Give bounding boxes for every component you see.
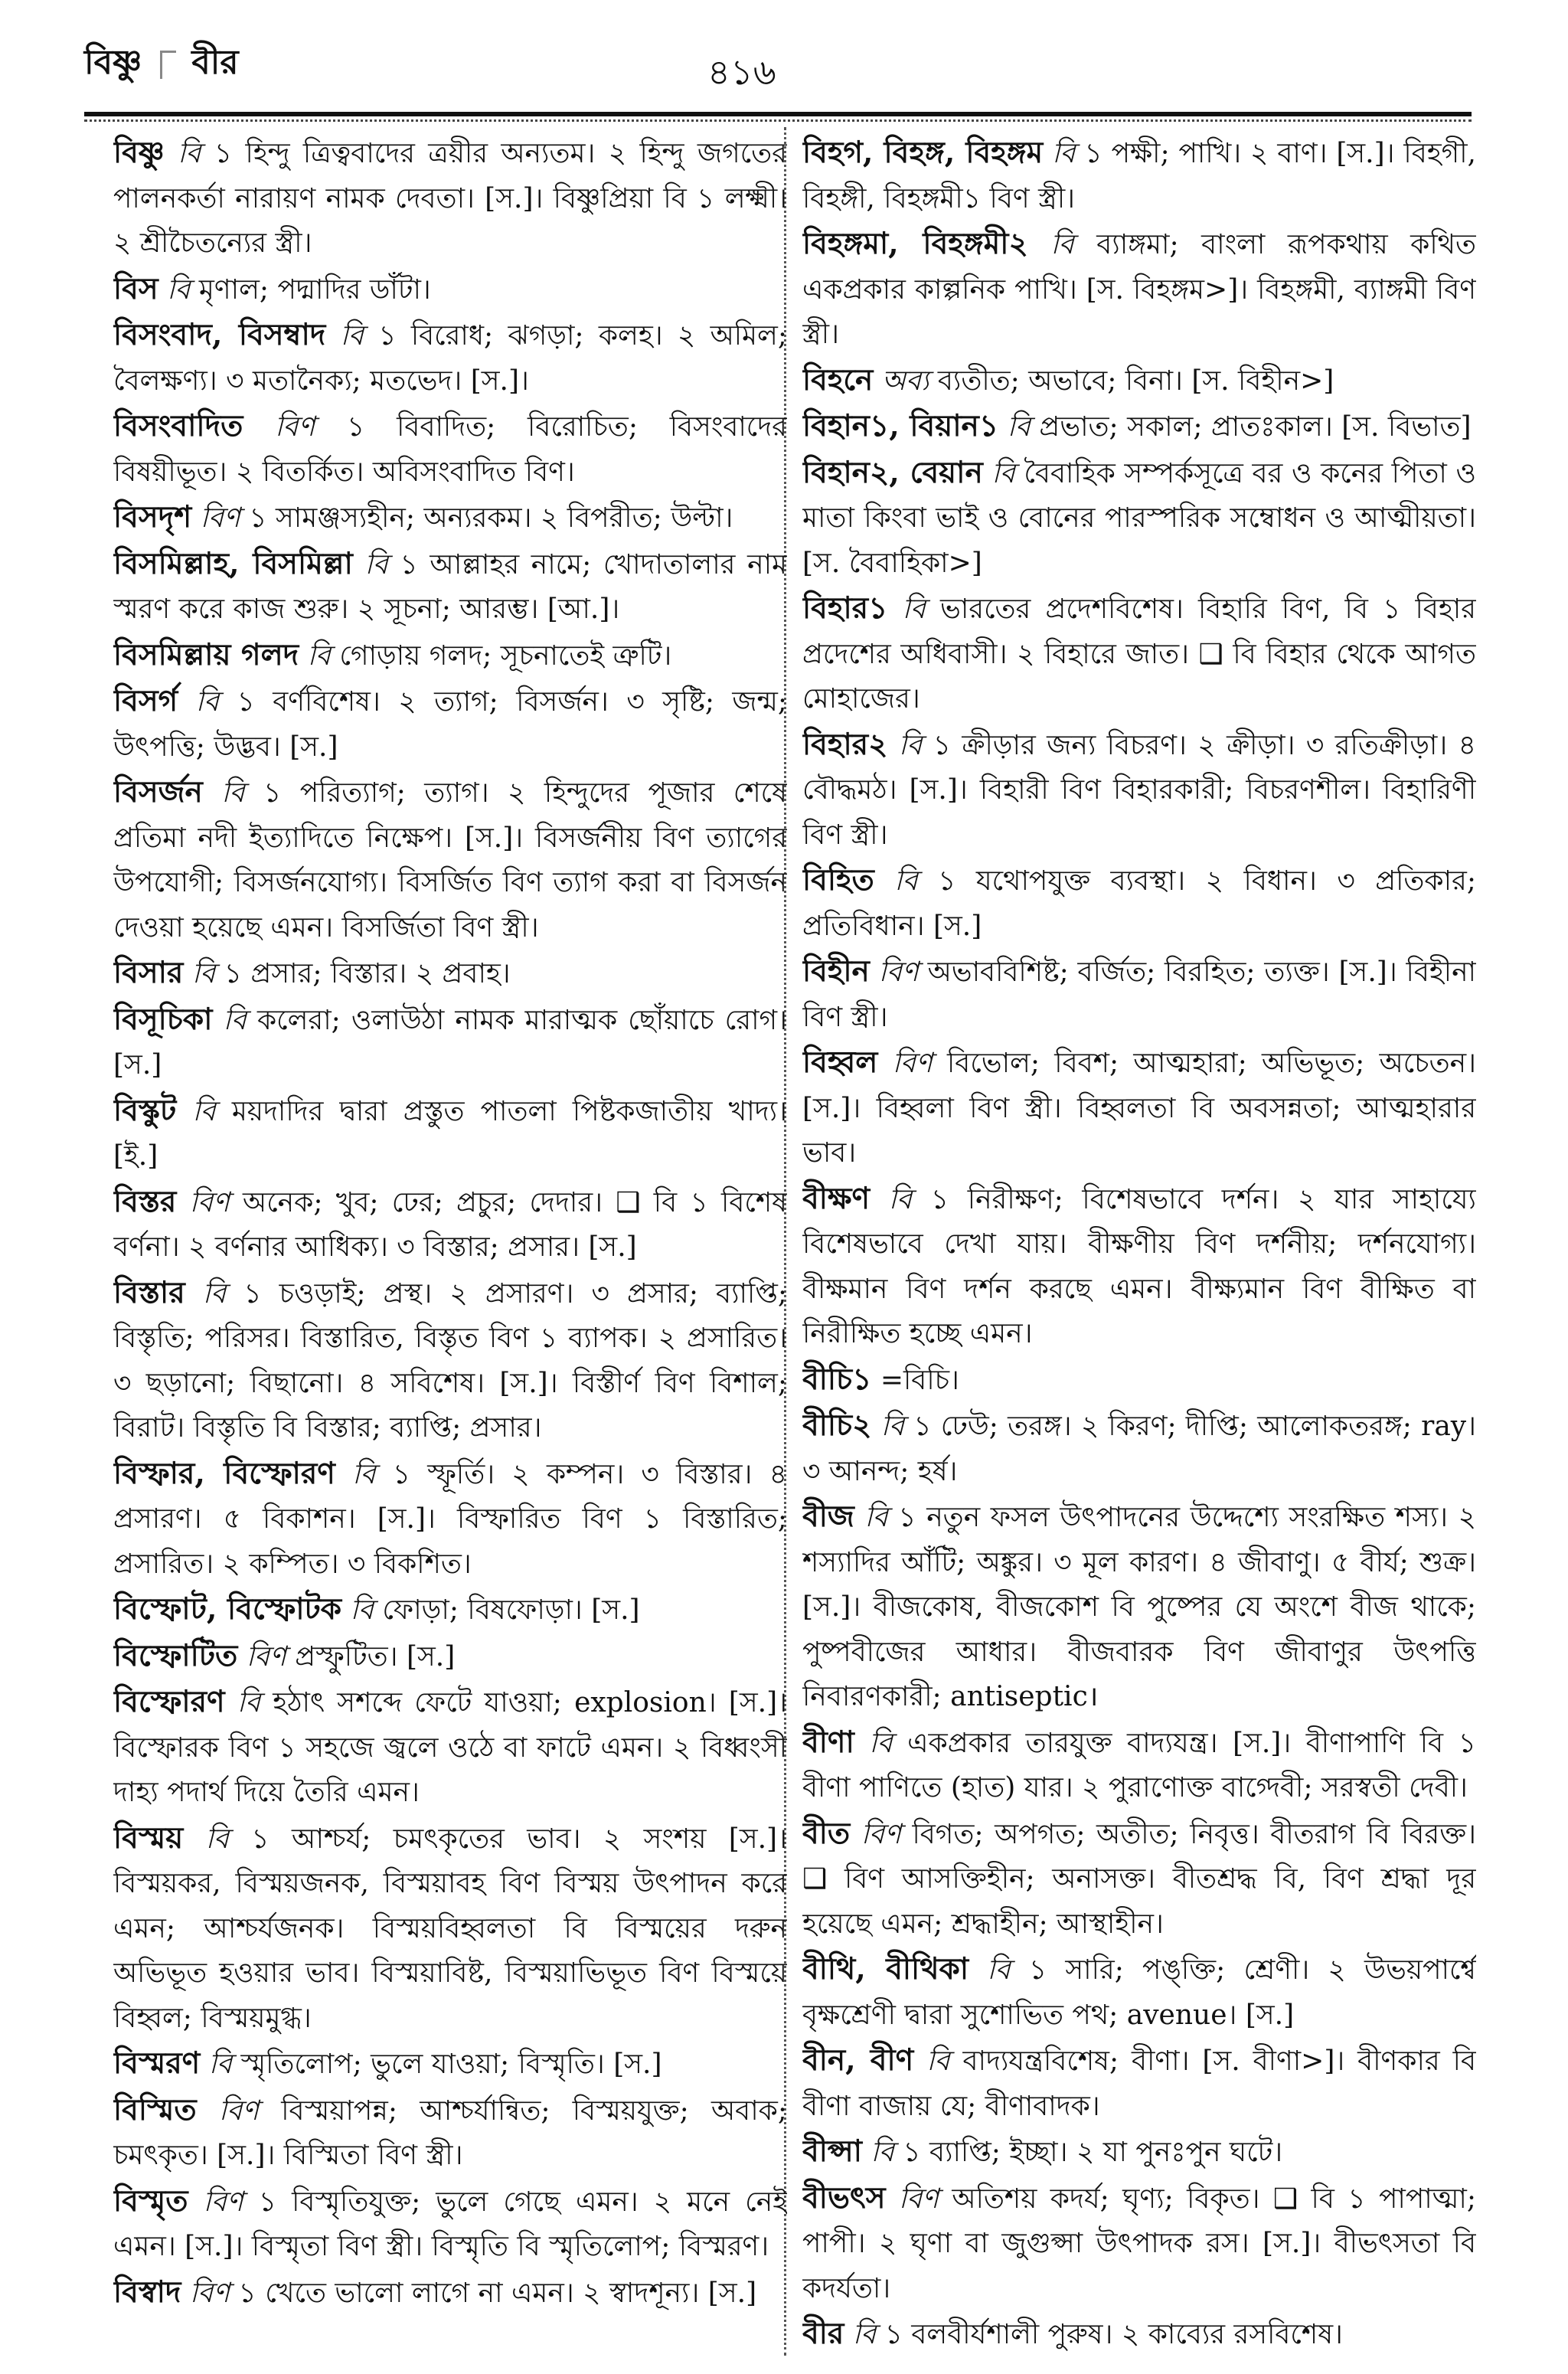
dictionary-entry	[802, 404, 1476, 450]
entry-part-of-speech: বিণ	[275, 411, 315, 443]
entry-headword: বীচি১	[802, 1361, 872, 1397]
dictionary-entry	[802, 1403, 1476, 1494]
entry-definition: ১ আল্লাহর নামে; খোদাতালার নাম স্মরণ করে কাজ শুরু। ২ সূচনা; আরম্ভ। [আ.]।	[113, 548, 787, 625]
entry-definition: অভাববিশিষ্ট; বর্জিত; বিরহিত; ত্যক্ত। [স.]। বিহীনা বিণ স্ত্রী।	[802, 956, 1476, 1033]
guide-words	[84, 37, 239, 93]
header-rule	[84, 112, 1472, 116]
entry-headword: বিস্মিত	[113, 2091, 197, 2127]
entry-part-of-speech: বি	[178, 138, 201, 169]
entry-part-of-speech: অব্য	[881, 365, 929, 397]
entry-definition: অতিশয় কদর্য; ঘৃণ্য; বিকৃত। ❑ বি ১ পাপাত্মা; পাপী। ২ ঘৃণা বা জুগুপ্সা উৎপাদক রস। [স.]। বীভৎসতা বি কদর্যতা।	[802, 2183, 1476, 2304]
entry-definition: বাদ্যযন্ত্রবিশেষ; বীণা। [স. বীণা>]। বীণকার বি বীণা বাজায় যে; বীণাবাদক।	[802, 2045, 1476, 2122]
entry-headword: বিস্মৃত	[113, 2183, 188, 2219]
entry-headword: বিস্বাদ	[113, 2274, 181, 2310]
right-column	[802, 130, 1476, 2351]
dictionary-entry	[113, 950, 787, 997]
entry-definition: ১ প্রসার; বিস্তার। ২ প্রবাহ।	[224, 958, 511, 989]
dictionary-entry	[802, 1040, 1476, 1176]
entry-part-of-speech: বি	[991, 457, 1015, 489]
dictionary-entry	[113, 1088, 787, 1179]
entry-definition: ১ বিস্মৃতিযুক্ত; ভুলে গেছে এমন। ২ মনে নেই এমন। [স.]। বিস্মৃতা বিণ স্ত্রী। বিস্মৃতি বি স্মৃতিলোপ; বিস্মরণ।	[113, 2186, 787, 2262]
entry-part-of-speech: বি	[926, 2045, 950, 2077]
entry-part-of-speech: বি	[864, 1502, 888, 1533]
entry-definition: ময়দাদির দ্বারা প্রস্তুত পাতলা পিষ্টকজাতীয় খাদ্য। [ই.]	[113, 1095, 787, 1172]
dictionary-entry	[802, 722, 1476, 858]
dictionary-entry	[802, 1357, 1476, 1404]
entry-definition: ১ পরিত্যাগ; ত্যাগ। ২ হিন্দুদের পূজার শেষে প্রতিমা নদী ইত্যাদিতে নিক্ষেপ। [স.]। বিসর্জনীয় বিণ ত্যাগের উপযোগী; বিসর্জনযোগ্য। বিসর্জিত বিণ ত্যাগ করা বা বিসর্জন দেওয়া হয়েছে এমন। বিসর্জিতা বিণ স্ত্রী।	[113, 777, 787, 943]
page-header	[0, 0, 1568, 115]
guide-word-first: বিষ্ণু	[84, 43, 142, 82]
entry-part-of-speech: বিণ	[189, 2277, 230, 2309]
entry-headword: বিহগ, বিহঙ্গ, বিহঙ্গম	[802, 135, 1044, 170]
dictionary-entry	[802, 586, 1476, 722]
entry-headword: বিসর্জন	[113, 774, 203, 809]
entry-definition: অনেক; খুব; ঢের; প্রচুর; দেদার। ❑ বি ১ বিশেষ বর্ণনা। ২ বর্ণনার আধিক্য। ৩ বিস্তার; প্রসার। [স.]	[113, 1186, 787, 1263]
entry-definition: ১ স্ফূর্তি। ২ কম্পন। ৩ বিস্তার। ৪ প্রসারণ। ৫ বিকাশন। [স.]। বিস্ফারিত বিণ ১ বিস্তারিত; প্রসারিত। ২ কম্পিত। ৩ বিকশিত।	[113, 1458, 787, 1580]
entry-headword: বীথি, বীথিকা	[802, 1951, 969, 1987]
entry-definition: বৈবাহিক সম্পর্কসূত্রে বর ও কনের পিতা ও মাতা কিংবা ভাই ও বোনের পারস্পরিক সম্বোধন ও আত্মীয়তা। [স. বৈবাহিকা>]	[802, 457, 1476, 579]
dictionary-entry	[113, 1679, 787, 1816]
dictionary-entry	[802, 1811, 1476, 1947]
dictionary-entry	[802, 1176, 1476, 1357]
dictionary-entry	[113, 1633, 787, 1680]
entry-part-of-speech: বি	[202, 1277, 227, 1310]
entry-part-of-speech: বিণ	[878, 956, 919, 988]
dictionary-entry	[802, 1947, 1476, 2038]
entry-definition: ব্যাঙ্গমা; বাংলা রূপকথায় কথিত একপ্রকার কাল্পনিক পাখি। [স. বিহঙ্গম>]। বিহঙ্গমী, ব্যাঙ্গমী বিণ স্ত্রী।	[802, 229, 1476, 350]
dictionary-entry	[802, 450, 1476, 587]
header-dotted-rule	[84, 119, 1472, 125]
entry-definition: ফোড়া; বিষফোড়া। [স.]	[382, 1594, 640, 1626]
entry-headword: বিহ্বল	[802, 1045, 878, 1080]
entry-part-of-speech: বি	[208, 2049, 233, 2080]
entry-headword: বিস্ফোটিত	[113, 1637, 238, 1673]
entry-headword: বিহীন	[802, 953, 870, 989]
dictionary-entry	[113, 404, 787, 495]
dictionary-entry	[802, 2176, 1476, 2312]
entry-part-of-speech: বি	[352, 1458, 376, 1490]
entry-headword: বীভৎস	[802, 2179, 886, 2215]
entry-definition: স্মৃতিলোপ; ভুলে যাওয়া; বিস্মৃতি। [স.]	[240, 2049, 662, 2080]
entry-definition: ১ সারি; পঙ্‌ক্তি; শ্রেণী। ২ উভয়পার্শ্বে বৃক্ষশ্রেণী দ্বারা সুশোভিত পথ; avenue। [স.]	[802, 1954, 1476, 2031]
entry-headword: বিস	[113, 270, 158, 306]
dictionary-entry	[113, 2179, 787, 2270]
entry-headword: বিহান২, বেয়ান	[802, 454, 983, 490]
entry-headword: বিহান১, বিয়ান১	[802, 408, 999, 443]
entry-headword: বিস্তার	[113, 1274, 185, 1310]
entry-headword: বিহার২	[802, 726, 888, 762]
dictionary-entry	[113, 130, 787, 267]
entry-part-of-speech: বি	[987, 1954, 1011, 1986]
entry-headword: বিষ্ণু	[113, 135, 165, 170]
page-number: ৪১৬	[707, 51, 776, 93]
entry-part-of-speech: বি	[192, 1095, 216, 1127]
dictionary-entry	[113, 541, 787, 633]
entry-part-of-speech: বি	[205, 1823, 229, 1855]
entry-definition: ১ ব্যাপ্তি; ইচ্ছা। ২ যা পুনঃপুন ঘটে।	[903, 2137, 1283, 2168]
entry-part-of-speech: বিণ	[218, 2094, 259, 2127]
entry-part-of-speech: বি	[869, 1727, 893, 1759]
entry-part-of-speech: বিণ	[892, 1048, 933, 1079]
entry-definition: ১ বিবাদিত; বিরোচিত; বিসংবাদের বিষয়ীভূত। ২ বিতর্কিত। অবিসংবাদিত বিণ।	[113, 411, 787, 488]
entry-headword: বিস্ফার, বিস্ফোরণ	[113, 1455, 335, 1491]
entry-headword: বিসূচিকা	[113, 1001, 213, 1037]
dictionary-entry	[113, 1179, 787, 1270]
entry-part-of-speech: বিণ	[200, 502, 240, 534]
entry-definition: মৃণাল; পদ্মাদির ডাঁটা।	[198, 273, 431, 306]
entry-headword: বিসদৃশ	[113, 499, 192, 535]
entry-definition: প্রস্ফুটিত। [স.]	[295, 1640, 456, 1673]
entry-headword: বিসংবাদ, বিসম্বাদ	[113, 317, 326, 352]
entry-headword: বীন, বীণ	[802, 2042, 914, 2078]
entry-part-of-speech: বি	[888, 1183, 913, 1215]
entry-part-of-speech: বিণ	[898, 2183, 939, 2215]
entry-definition: ১ খেতে ভালো লাগে না এমন। ২ স্বাদশূন্য। [স.]	[238, 2277, 757, 2309]
dictionary-entry	[113, 1587, 787, 1633]
dictionary-entry	[802, 221, 1476, 358]
entry-headword: বিস্ফোরণ	[113, 1684, 225, 1719]
dictionary-entry	[802, 1720, 1476, 1811]
entry-definition: ১ চওড়াই; প্রস্থ। ২ প্রসারণ। ৩ প্রসার; ব্যাপ্তি; বিস্তৃতি; পরিসর। বিস্তারিত, বিস্তৃত বিণ ১ ব্যাপক। ২ প্রসারিত। ৩ ছড়ানো; বিছানো। ৪ সবিশেষ। [স.]। বিস্তীর্ণ বিণ বিশাল; বিরাট। বিস্তৃতি বি বিস্তার; ব্যাপ্তি; প্রসার।	[113, 1277, 787, 1444]
entry-headword: বিস্তর	[113, 1183, 177, 1219]
left-column	[113, 130, 787, 2351]
entry-definition: =বিচি।	[880, 1364, 959, 1396]
dictionary-entry	[113, 267, 787, 313]
entry-part-of-speech: বি	[167, 273, 191, 306]
dictionary-entry	[113, 1451, 787, 1588]
entry-headword: বিসার	[113, 955, 184, 990]
entry-definition: বিগত; অপগত; অতীত; নিবৃত্ত। বীতরাগ বি বিরক্ত। ❑ বিণ আসক্তিহীন; অনাসক্ত। বীতশ্রদ্ধ বি, বিণ শ্রদ্ধা দূর হয়েছে এমন; শ্রদ্ধাহীন; আস্থাহীন।	[802, 1818, 1476, 1940]
dictionary-entry	[802, 2038, 1476, 2129]
entry-definition: ১ আশ্চর্য; চমৎকৃতের ভাব। ২ সংশয় [স.]। বিস্ময়কর, বিস্ময়জনক, বিস্ময়াবহ বিণ বিস্ময় উৎপাদন করে এমন; আশ্চর্যজনক। বিস্ময়বিহ্বলতা বি বিস্ময়ের দরুন অভিভূত হওয়ার ভাব। বিস্ময়াবিষ্ট, বিস্ময়াভিভূত বিণ বিস্ময়ে বিহ্বল; বিস্ময়মুগ্ধ।	[113, 1823, 787, 2034]
dictionary-entry	[113, 1270, 787, 1451]
entry-headword: বিসংবাদিত	[113, 408, 243, 443]
dictionary-entry	[113, 997, 787, 1088]
entry-part-of-speech: বি	[195, 686, 219, 718]
entry-headword: বিসর্গ	[113, 683, 178, 718]
entry-definition: বিভোল; বিবশ; আত্মহারা; অভিভূত; অচেতন। [স.]। বিহ্বলা বিণ স্ত্রী। বিহ্বলতা বি অবসন্নতা; আত্মহারার ভাব।	[802, 1048, 1476, 1169]
entry-part-of-speech: বি	[237, 1687, 261, 1718]
dictionary-entry	[802, 949, 1476, 1040]
entry-definition: বিস্ময়াপন্ন; আশ্চর্যান্বিত; বিস্ময়যুক্ত; অবাক; চমৎকৃত। [স.]। বিস্মিতা বিণ স্ত্রী।	[113, 2094, 787, 2171]
entry-part-of-speech: বি	[898, 729, 923, 761]
entry-definition: ১ হিন্দু ত্রিত্ববাদের ত্রয়ীর অন্যতম। ২ হিন্দু জগতের পালনকর্তা নারায়ণ নামক দেবতা। [স.]। বিষ্ণুপ্রিয়া বি ১ লক্ষ্মী। ২ শ্রীচৈতন্যের স্ত্রী।	[113, 138, 787, 259]
entry-part-of-speech: বি	[307, 639, 331, 672]
dictionary-entry	[113, 1816, 787, 2042]
entry-part-of-speech: বি	[1052, 138, 1076, 169]
dictionary-entry	[802, 2311, 1476, 2351]
dictionary-entry	[802, 130, 1476, 221]
entry-definition: প্রভাত; সকাল; প্রাতঃকাল। [স. বিভাত]	[1039, 411, 1472, 443]
entry-headword: বীজ	[802, 1499, 854, 1534]
entry-headword: বীর	[802, 2316, 844, 2351]
entry-part-of-speech: বি	[340, 320, 364, 352]
entry-headword: বীক্ষণ	[802, 1180, 871, 1216]
entry-definition: ১ পক্ষী; পাখি। ২ বাণ। [স.]। বিহগী, বিহঙ্গী, বিহঙ্গমী১ বিণ স্ত্রী।	[802, 138, 1476, 214]
entry-part-of-speech: বি	[350, 1594, 374, 1626]
entry-definition: ব্যতীত; অভাবে; বিনা। [স. বিহীন>]	[937, 365, 1334, 397]
entry-part-of-speech: বি	[223, 1004, 247, 1036]
entry-definition: ১ বিরোধ; ঝগড়া; কলহ। ২ অমিল; বৈলক্ষণ্য। ৩ মতানৈক্য; মতভেদ। [স.]।	[113, 320, 787, 397]
dictionary-entry	[113, 770, 787, 950]
entry-headword: বীণা	[802, 1724, 854, 1760]
dictionary-entry	[113, 2270, 787, 2317]
entry-definition: ১ নিরীক্ষণ; বিশেষভাবে দর্শন। ২ যার সাহায্যে বিশেষভাবে দেখা যায়। বীক্ষণীয় বিণ দর্শনীয়; দর্শনযোগ্য। বীক্ষমান বিণ দর্শন করছে এমন। বীক্ষ্যমান বিণ বীক্ষিত বা নিরীক্ষিত হচ্ছে এমন।	[802, 1183, 1476, 1349]
entry-definition: ১ বলবীর্যশালী পুরুষ। ২ কাব্যের রসবিশেষ।	[884, 2319, 1343, 2350]
dictionary-entry	[113, 312, 787, 404]
entry-definition: ১ বর্ণবিশেষ। ২ ত্যাগ; বিসর্জন। ৩ সৃষ্টি; জন্ম; উৎপত্তি; উদ্ভব। [স.]	[113, 686, 787, 763]
entry-headword: বিসমিল্লায় গলদ	[113, 636, 299, 672]
dictionary-entry	[113, 2088, 787, 2179]
entry-definition: ১ যথোপযুক্ত ব্যবস্থা। ২ বিধান। ৩ প্রতিকার; প্রতিবিধান। [স.]	[802, 865, 1476, 942]
entry-part-of-speech: বি	[871, 2137, 894, 2168]
entry-part-of-speech: বি	[902, 594, 926, 625]
entry-headword: বিহিত	[802, 862, 874, 898]
entry-headword: বিস্মরণ	[113, 2045, 201, 2081]
entry-headword: বিহনে	[802, 361, 874, 397]
entry-part-of-speech: বি	[191, 958, 216, 989]
entry-headword: বিস্ময়	[113, 1820, 184, 1856]
guide-word-last: বীর	[191, 43, 239, 82]
entry-part-of-speech: বি	[894, 865, 918, 897]
dictionary-entry	[113, 495, 787, 541]
entry-part-of-speech: বি	[221, 777, 245, 809]
dictionary-entry	[802, 1494, 1476, 1720]
dictionary-entry	[113, 2041, 787, 2088]
entry-part-of-speech: বিণ	[246, 1640, 286, 1673]
entry-headword: বিস্ফোট, বিস্ফোটক	[113, 1591, 342, 1627]
entry-part-of-speech: বিণ	[189, 1186, 230, 1218]
entry-definition: কলেরা; ওলাউঠা নামক মারাত্মক ছোঁয়াচে রোগ। [স.]	[113, 1004, 787, 1081]
entry-definition: গোড়ায় গলদ; সূচনাতেই ত্রুটি।	[339, 639, 672, 672]
entry-part-of-speech: বি	[852, 2319, 877, 2350]
entry-definition: ভারতের প্রদেশবিশেষ। বিহারি বিণ, বি ১ বিহার প্রদেশের অধিবাসী। ২ বিহারে জাত। ❑ বি বিহার থেকে আগত মোহাজের।	[802, 594, 1476, 714]
entry-headword: বিসমিল্লাহ, বিসমিল্লা	[113, 545, 353, 581]
entry-headword: বিহার১	[802, 590, 888, 626]
entry-part-of-speech: বিণ	[861, 1818, 901, 1850]
entry-part-of-speech: বি	[1007, 411, 1031, 443]
entry-definition: ১ ক্রীড়ার জন্য বিচরণ। ২ ক্রীড়া। ৩ রতিক্রীড়া। ৪ বৌদ্ধমঠ। [স.]। বিহারী বিণ বিহারকারী; বিচরণশীল। বিহারিণী বিণ স্ত্রী।	[802, 729, 1476, 851]
guide-separator-mark	[160, 51, 176, 79]
entry-part-of-speech: বিণ	[203, 2186, 243, 2218]
entry-definition: ১ নতুন ফসল উৎপাদনের উদ্দেশ্যে সংরক্ষিত শস্য। ২ শস্যাদির আঁটি; অঙ্কুর। ৩ মূল কারণ। ৪ জীবাণু। ৫ বীর্য; শুক্র। [স.]। বীজকোষ, বীজকোশ বি পুষ্পের যে অংশে বীজ থাকে; পুষ্পবীজের আধার। বীজবারক বিণ জীবাণুর উৎপত্তি নিবারণকারী; antiseptic।	[802, 1502, 1476, 1712]
dictionary-entry	[802, 358, 1476, 404]
entry-definition: হঠাৎ সশব্দে ফেটে যাওয়া; explosion। [স.]। বিস্ফোরক বিণ ১ সহজে জ্বলে ওঠে বা ফাটে এমন। ২ বিধ্বংসী দাহ্য পদার্থ দিয়ে তৈরি এমন।	[113, 1687, 787, 1808]
entry-definition: ১ সামঞ্জস্যহীন; অন্যরকম। ২ বিপরীত; উল্টা।	[249, 502, 733, 534]
entry-headword: বীত	[802, 1815, 851, 1851]
entry-headword: বিস্কুট	[113, 1092, 177, 1128]
entry-definition: একপ্রকার তারযুক্ত বাদ্যযন্ত্র। [স.]। বীণাপাণি বি ১ বীণা পাণিতে (হাত) যার। ২ পুরাণোক্ত বাগ্দেবী; সরস্বতী দেবী।	[802, 1727, 1476, 1803]
entry-headword: বীচি২	[802, 1408, 872, 1443]
entry-part-of-speech: বি	[1050, 229, 1074, 260]
dictionary-entry	[802, 2129, 1476, 2176]
entry-headword: বীপ্সা	[802, 2134, 862, 2169]
entry-part-of-speech: বি	[880, 1411, 904, 1442]
entry-definition: ১ ঢেউ; তরঙ্গ। ২ কিরণ; দীপ্তি; আলোকতরঙ্গ; ray। ৩ আনন্দ; হর্ষ।	[802, 1411, 1476, 1487]
dictionary-entry	[802, 858, 1476, 949]
dictionary-entry	[113, 679, 787, 770]
entry-headword: বিহঙ্গমা, বিহঙ্গমী২	[802, 226, 1028, 261]
dictionary-entry	[113, 633, 787, 679]
entry-part-of-speech: বি	[364, 548, 388, 580]
